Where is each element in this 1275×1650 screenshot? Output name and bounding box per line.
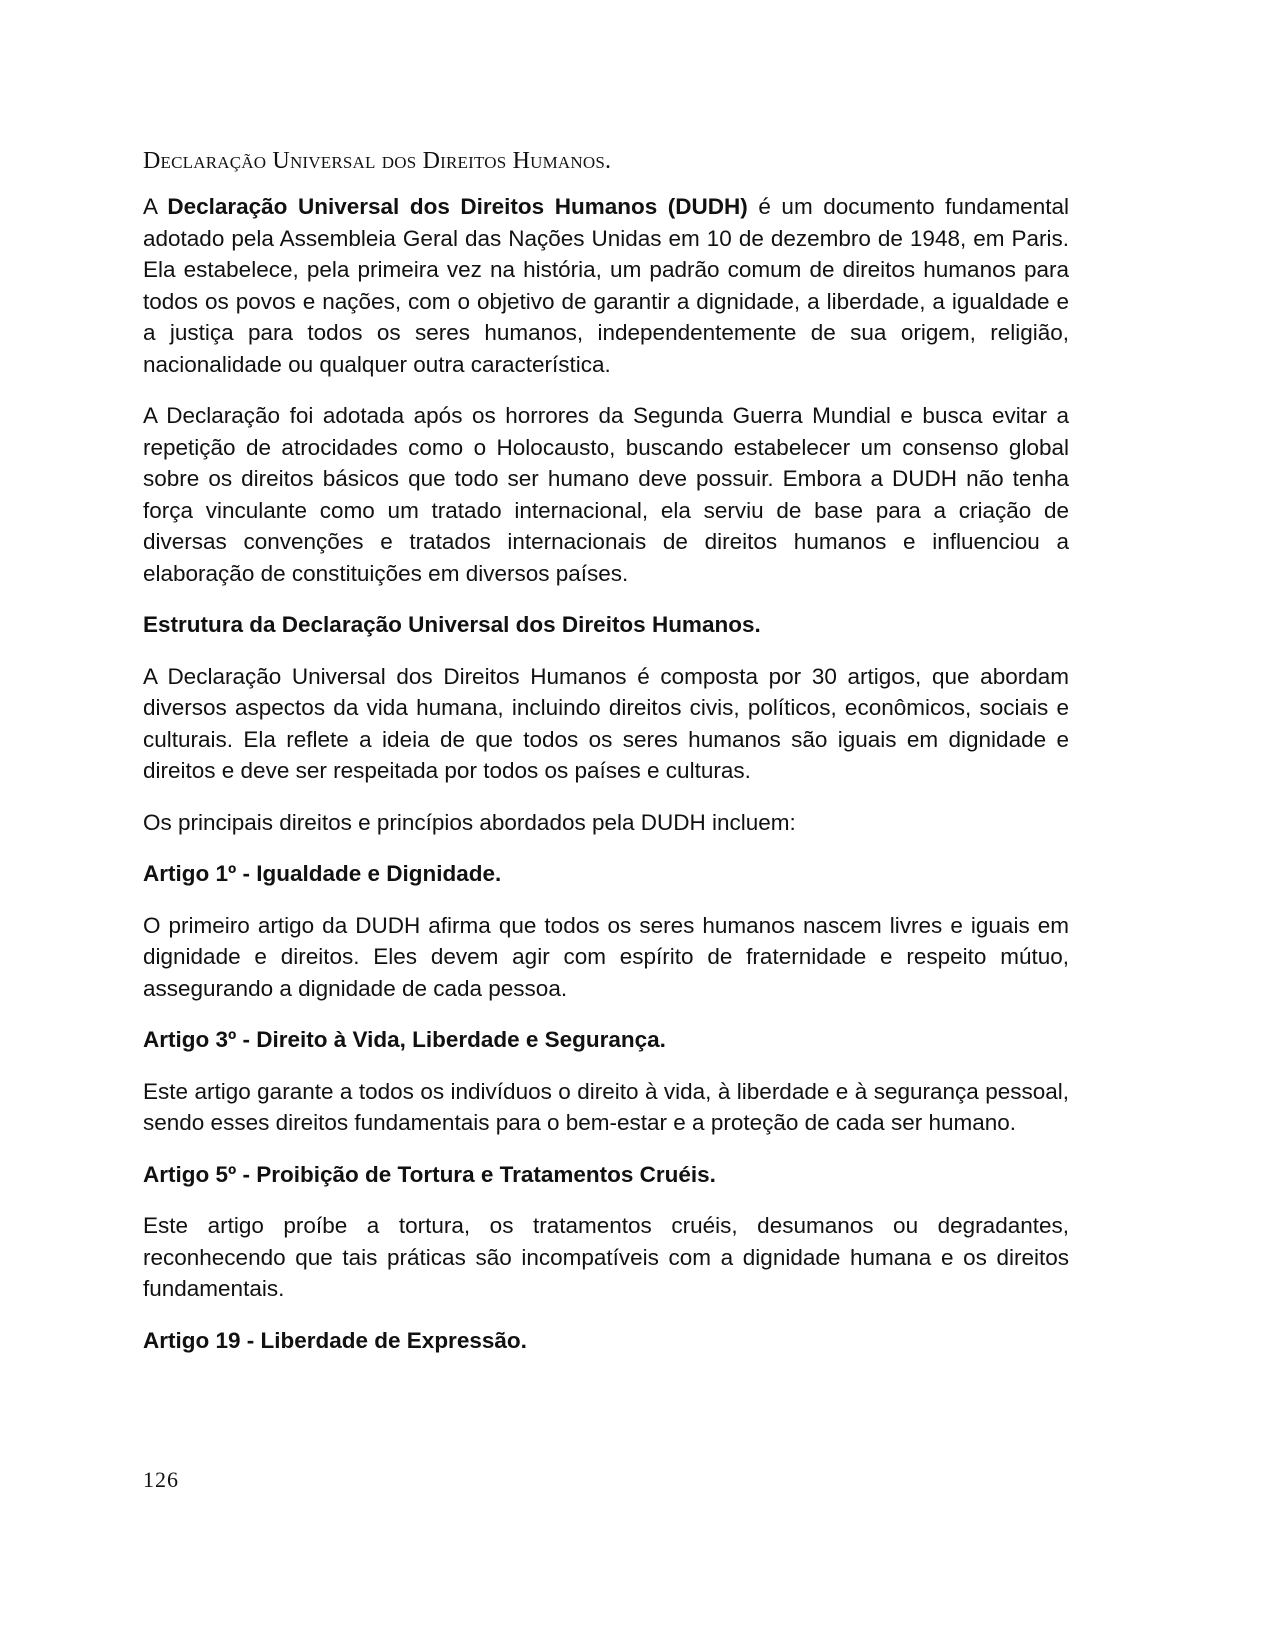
principles-intro-paragraph: Os principais direitos e princípios abordados pela DUDH incluem: [143, 809, 796, 835]
article-5-text: Este artigo proíbe a tortura, os tratamentos cruéis, desumanos ou degradantes, reconhecendo que tais práticas são incompatíveis com a dignidade humana e os direitos fundamentais. [143, 1213, 1069, 1301]
article-1-heading: Artigo 1º - Igualdade e Dignidade. [143, 861, 502, 886]
history-paragraph: A Declaração foi adotada após os horrores da Segunda Guerra Mundial e busca evitar a repetição de atrocidades como o Holocausto, buscando estabelecer um consenso global sobre os direitos básicos que todo ser humano deve possuir. Embora a DUDH não tenha força vinculante como um tratado internacional, ela serviu de base para a criação de diversas convenções e tratados internacionais de direitos humanos e influenciou a elaboração de constituições em diversos países. [143, 403, 1069, 586]
page-number: 126 [143, 1467, 179, 1492]
structure-paragraph: A Declaração Universal dos Direitos Humanos é composta por 30 artigos, que abordam diversos aspectos da vida humana, incluindo direitos civis, políticos, econômicos, sociais e culturais. Ela reflete a ideia de que todos os seres humanos são iguais em dignidade e direitos e deve ser respeitada por todos os países e culturas. [143, 663, 1069, 783]
document-page [143, 145, 1069, 1376]
section-heading-structure: Estrutura da Declaração Universal dos Direitos Humanos. [143, 612, 761, 637]
article-19-heading: Artigo 19 - Liberdade de Expressão. [143, 1327, 527, 1353]
intro-paragraph [143, 191, 1069, 380]
intro-bold-term: Declaração Universal dos Direitos Humanos (DUDH) [167, 194, 748, 219]
article-3-text: Este artigo garante a todos os indivíduos o direito à vida, à liberdade e à segurança pessoal, sendo esses direitos fundamentais para o bem-estar e a proteção de cada ser humano. [143, 1078, 1069, 1135]
article-3-heading: Artigo 3º - Direito à Vida, Liberdade e Segurança. [143, 1027, 666, 1052]
chapter-title: Declaração Universal dos Direitos Humanos. [143, 148, 612, 174]
intro-lead: A [143, 194, 168, 219]
article-5-heading: Artigo 5º - Proibição de Tortura e Tratamentos Cruéis. [143, 1161, 716, 1187]
article-1-text: O primeiro artigo da DUDH afirma que todos os seres humanos nascem livres e iguais em dignidade e direitos. Eles devem agir com espírito de fraternidade e respeito mútuo, assegurando a dignidade de cada pessoa. [143, 912, 1069, 1001]
intro-rest: é um documento fundamental adotado pela Assembleia Geral das Nações Unidas em 10 de dezembro de 1948, em Paris. Ela estabelece, pela primeira vez na história, um padrão comum de direitos humanos para todos os povos e nações, com o objetivo de garantir a dignidade, a liberdade, a igualdade e a justiça para todos os seres humanos, independentemente de sua origem, religião, nacionalidade ou qualquer outra característica. [143, 194, 1069, 377]
